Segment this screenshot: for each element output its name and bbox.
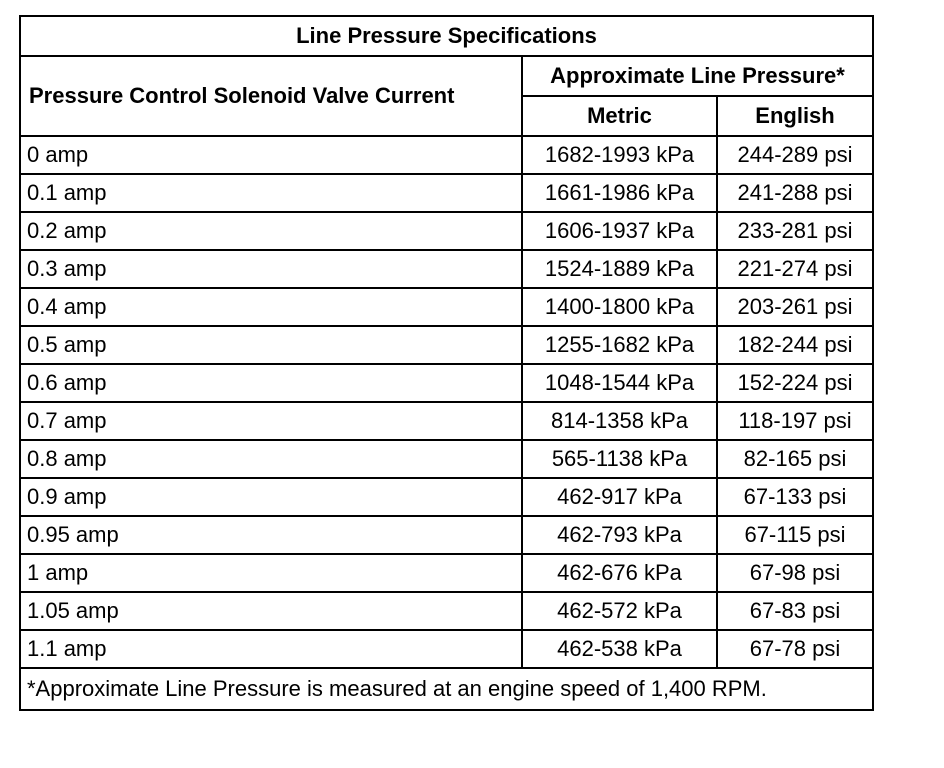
metric-cell: 1661-1986 kPa — [522, 174, 717, 212]
english-cell: 221-274 psi — [717, 250, 873, 288]
header-current: Pressure Control Solenoid Valve Current — [20, 56, 522, 136]
english-cell: 67-133 psi — [717, 478, 873, 516]
metric-cell: 1606-1937 kPa — [522, 212, 717, 250]
english-cell: 67-98 psi — [717, 554, 873, 592]
metric-cell: 462-917 kPa — [522, 478, 717, 516]
metric-cell: 565-1138 kPa — [522, 440, 717, 478]
table-row — [20, 554, 873, 592]
table-row — [20, 592, 873, 630]
table-row — [20, 402, 873, 440]
english-cell: 241-288 psi — [717, 174, 873, 212]
current-cell: 1 amp — [20, 554, 522, 592]
current-cell: 0.1 amp — [20, 174, 522, 212]
current-cell: 0.3 amp — [20, 250, 522, 288]
table-row — [20, 212, 873, 250]
metric-cell: 462-676 kPa — [522, 554, 717, 592]
table-row — [20, 174, 873, 212]
current-cell: 0.2 amp — [20, 212, 522, 250]
current-cell: 1.05 amp — [20, 592, 522, 630]
metric-cell: 1255-1682 kPa — [522, 326, 717, 364]
english-cell: 67-115 psi — [717, 516, 873, 554]
table-row — [20, 478, 873, 516]
current-cell: 0.8 amp — [20, 440, 522, 478]
table-body — [20, 136, 873, 668]
table-row — [20, 326, 873, 364]
metric-cell: 814-1358 kPa — [522, 402, 717, 440]
current-cell: 0.95 amp — [20, 516, 522, 554]
metric-cell: 462-793 kPa — [522, 516, 717, 554]
metric-cell: 462-572 kPa — [522, 592, 717, 630]
english-cell: 244-289 psi — [717, 136, 873, 174]
table-row — [20, 516, 873, 554]
english-cell: 152-224 psi — [717, 364, 873, 402]
current-cell: 0.5 amp — [20, 326, 522, 364]
metric-cell: 1524-1889 kPa — [522, 250, 717, 288]
english-cell: 67-78 psi — [717, 630, 873, 668]
table-row — [20, 136, 873, 174]
current-cell: 0 amp — [20, 136, 522, 174]
table-row — [20, 250, 873, 288]
footnote: *Approximate Line Pressure is measured at an engine speed of 1,400 RPM. — [20, 668, 873, 710]
metric-cell: 1682-1993 kPa — [522, 136, 717, 174]
english-cell: 118-197 psi — [717, 402, 873, 440]
english-cell: 203-261 psi — [717, 288, 873, 326]
current-cell: 0.9 amp — [20, 478, 522, 516]
metric-cell: 462-538 kPa — [522, 630, 717, 668]
header-pressure-group: Approximate Line Pressure* — [522, 56, 873, 96]
metric-cell: 1400-1800 kPa — [522, 288, 717, 326]
english-cell: 233-281 psi — [717, 212, 873, 250]
current-cell: 0.7 amp — [20, 402, 522, 440]
english-cell: 82-165 psi — [717, 440, 873, 478]
line-pressure-table — [19, 15, 874, 711]
english-cell: 182-244 psi — [717, 326, 873, 364]
current-cell: 1.1 amp — [20, 630, 522, 668]
current-cell: 0.6 amp — [20, 364, 522, 402]
table-row — [20, 364, 873, 402]
table-row — [20, 288, 873, 326]
table-title: Line Pressure Specifications — [20, 16, 873, 56]
table-row — [20, 630, 873, 668]
header-english: English — [717, 96, 873, 136]
current-cell: 0.4 amp — [20, 288, 522, 326]
metric-cell: 1048-1544 kPa — [522, 364, 717, 402]
english-cell: 67-83 psi — [717, 592, 873, 630]
table-row — [20, 440, 873, 478]
header-metric: Metric — [522, 96, 717, 136]
